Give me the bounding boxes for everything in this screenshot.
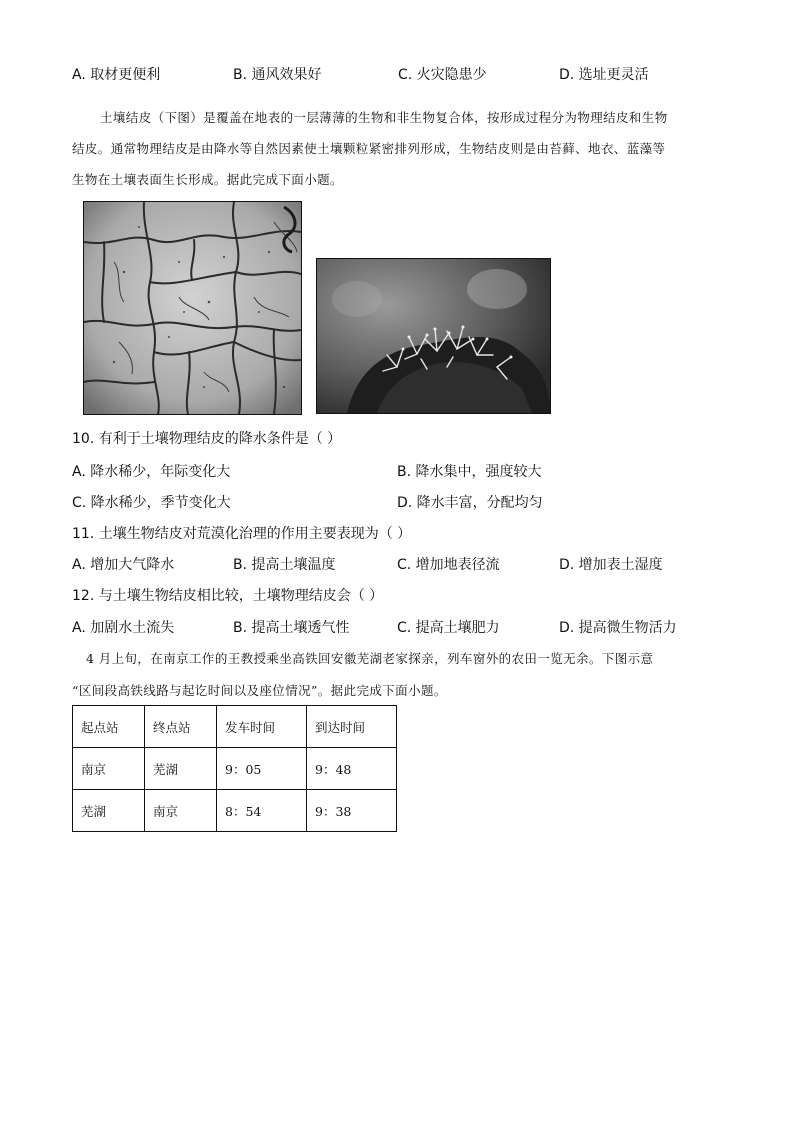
cell-destination: 芜湖: [145, 748, 217, 790]
q11-options: [72, 554, 732, 576]
cracked-soil-photo: [83, 201, 302, 415]
q9-options: [72, 64, 732, 86]
header-arrival: 到达时间: [307, 706, 397, 748]
soil-intro-line-1: 土壤结皮（下图）是覆盖在地表的一层薄薄的生物和非生物复合体，按形成过程分为物理结皮和生物: [100, 110, 668, 125]
q10-stem: 10. 有利于土壤物理结皮的降水条件是（ ）: [72, 431, 342, 447]
train-schedule-table: [72, 705, 397, 832]
q10-option-a: A. 降水稀少，年际变化大: [72, 464, 231, 480]
train-intro-line-1: 4 月上旬，在南京工作的王教授乘坐高铁回安徽芜湖老家探亲，列车窗外的农田一览无余。下图示意: [86, 651, 654, 666]
q12-option-a: A. 加剧水土流失: [72, 620, 175, 636]
q12-option-b: B. 提高土壤透气性: [233, 620, 350, 636]
cell-destination: 南京: [145, 790, 217, 832]
q9-option-c: C. 火灾隐患少: [398, 67, 487, 83]
q12-option-c: C. 提高土壤肥力: [397, 620, 500, 636]
soil-intro-line-3: 生物在土壤表面生长形成。据此完成下面小题。: [72, 172, 343, 187]
header-origin: 起点站: [73, 706, 145, 748]
header-destination: 终点站: [145, 706, 217, 748]
q10-option-b: B. 降水集中，强度较大: [397, 464, 542, 480]
cell-arrival: 9：38: [307, 790, 397, 832]
table-header-row: [73, 706, 397, 748]
table-row: [73, 748, 397, 790]
soil-intro-line-2: 结皮。通常物理结皮是由降水等自然因素使土壤颗粒紧密排列形成，生物结皮则是由苔藓、地衣、蓝藻等: [72, 141, 666, 156]
q12-option-d: D. 提高微生物活力: [559, 620, 677, 636]
lichen-illustration: [317, 259, 550, 413]
cell-arrival: 9：48: [307, 748, 397, 790]
train-intro-line-2: “区间段高铁线路与起讫时间以及座位情况”。据此完成下面小题。: [72, 683, 447, 698]
q12-stem: 12. 与土壤生物结皮相比较，土壤物理结皮会（ ）: [72, 588, 384, 604]
q9-option-b: B. 通风效果好: [233, 67, 322, 83]
cell-departure: 9：05: [217, 748, 307, 790]
q11-option-a: A. 增加大气降水: [72, 557, 175, 573]
q10-option-c: C. 降水稀少，季节变化大: [72, 495, 231, 511]
q11-option-d: D. 增加表土湿度: [559, 557, 663, 573]
lichen-photo: [316, 258, 551, 414]
q10-option-d: D. 降水丰富，分配均匀: [397, 495, 543, 511]
table-row: [73, 790, 397, 832]
cracked-soil-illustration: [84, 202, 301, 414]
q11-option-b: B. 提高土壤温度: [233, 557, 336, 573]
train-intro-paragraph: [72, 643, 732, 707]
q9-option-d: D. 选址更灵活: [559, 67, 649, 83]
cell-origin: 南京: [73, 748, 145, 790]
q9-option-a: A. 取材更便利: [72, 67, 161, 83]
q11-option-c: C. 增加地表径流: [397, 557, 500, 573]
cell-departure: 8：54: [217, 790, 307, 832]
q11-stem: 11. 土壤生物结皮对荒漠化治理的作用主要表现为（ ）: [72, 526, 412, 542]
header-departure: 发车时间: [217, 706, 307, 748]
q12-options: [72, 617, 732, 639]
cell-origin: 芜湖: [73, 790, 145, 832]
soil-intro-paragraph: [72, 102, 732, 195]
